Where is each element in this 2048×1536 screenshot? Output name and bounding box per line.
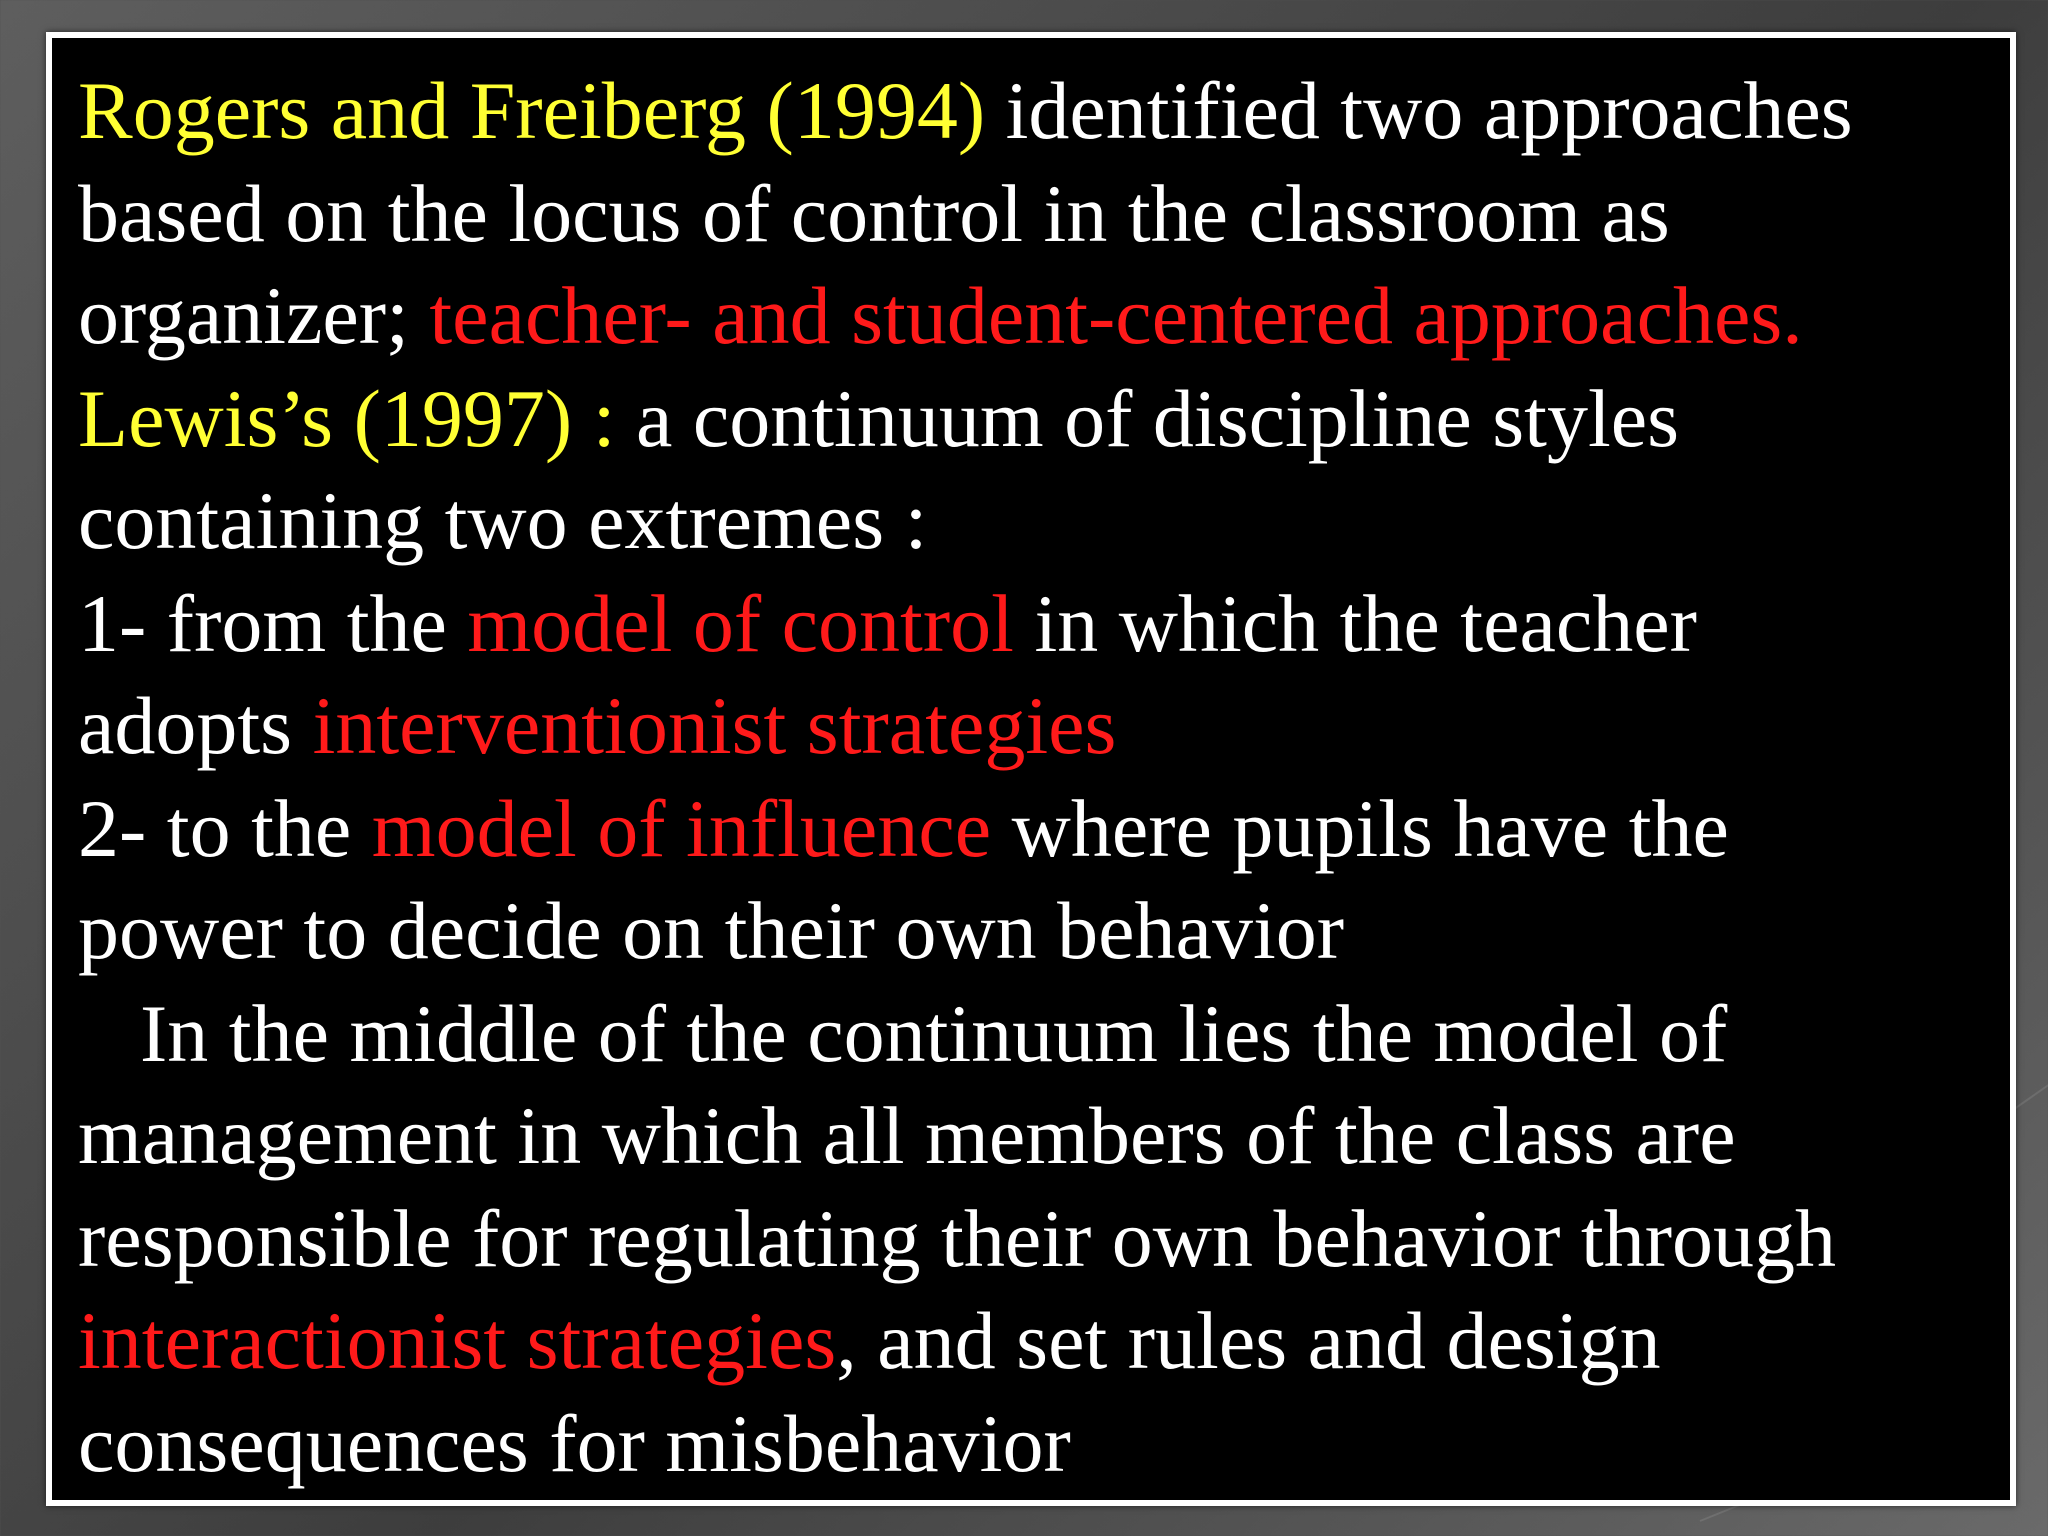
text-segment: 1- from the	[78, 577, 468, 669]
text-segment: containing two extremes :	[78, 475, 928, 566]
text-segment: based on the locus of control in the classroom as	[78, 167, 1670, 259]
text-segment: organizer;	[78, 270, 430, 361]
text-line-9	[78, 880, 1998, 983]
text-line-8	[78, 778, 1998, 881]
text-segment: interventionist strategies	[312, 680, 1117, 771]
text-segment: management in which all members of the class are	[78, 1090, 1736, 1181]
text-line-14	[78, 1393, 1998, 1496]
text-line-2	[78, 163, 1998, 266]
text-line-3	[78, 265, 1998, 368]
text-segment: teacher- and student-centered approaches.	[429, 270, 1803, 361]
text-segment: In the middle of the continuum lies the model of	[140, 987, 1728, 1079]
slide-panel	[46, 32, 2016, 1506]
text-segment: adopts	[78, 680, 313, 771]
text-segment: a continuum of discipline styles	[615, 372, 1680, 464]
text-segment: Lewis’s (1997) :	[78, 372, 616, 464]
text-segment: model of influence	[371, 782, 992, 874]
text-segment: identified two approaches	[985, 65, 1853, 156]
text-segment: , and set rules and design	[836, 1295, 1661, 1386]
text-line-1	[78, 60, 1998, 163]
text-line-5	[78, 470, 1998, 573]
text-line-10	[78, 983, 1998, 1086]
text-line-7	[78, 675, 1998, 778]
text-line-11	[78, 1085, 1998, 1188]
text-line-6	[78, 573, 1998, 676]
text-segment: responsible for regulating their own behavior through	[78, 1192, 1836, 1284]
text-line-13	[78, 1290, 1998, 1393]
text-segment: interactionist strategies	[78, 1295, 837, 1386]
text-segment: in which the teacher	[1013, 577, 1697, 669]
text-segment: 2- to the	[78, 782, 372, 874]
text-segment: where pupils have the	[991, 782, 1729, 874]
text-segment: Rogers and Freiberg (1994)	[78, 65, 986, 156]
text-segment: power to decide on their own behavior	[78, 885, 1345, 976]
text-segment: model of control	[467, 577, 1014, 669]
slide-body-text	[78, 60, 1998, 1495]
text-line-12	[78, 1188, 1998, 1291]
text-segment: consequences for misbehavior	[78, 1397, 1071, 1489]
text-line-4	[78, 368, 1998, 471]
